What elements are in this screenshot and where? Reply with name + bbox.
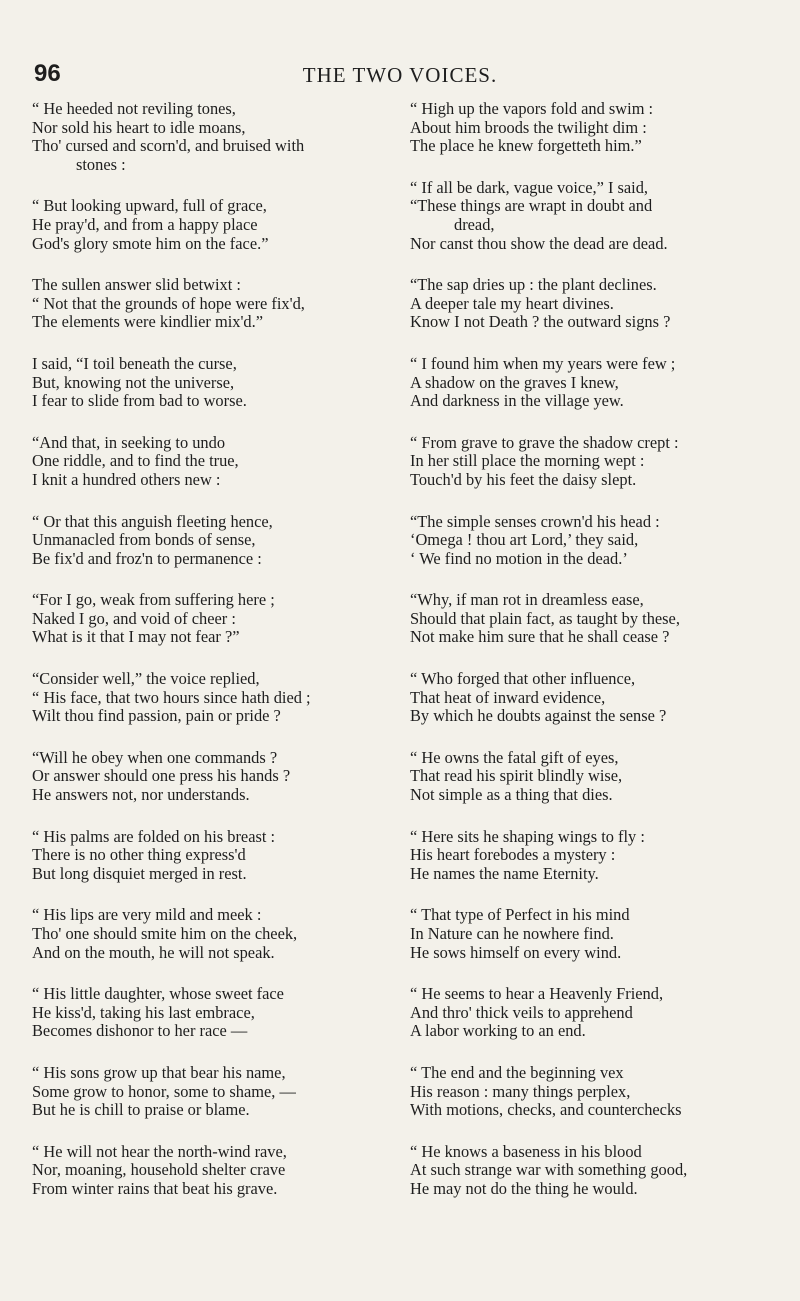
verse-line: What is it that I may not fear ?” — [32, 627, 240, 647]
verse-line: Not make him sure that he shall cease ? — [410, 627, 670, 647]
verse-line: “ He heeded not reviling tones, — [32, 99, 236, 118]
stanza — [32, 434, 400, 490]
verse-line: By which he doubts against the sense ? — [410, 706, 667, 726]
stanza — [410, 1143, 782, 1199]
verse-line: “ That type of Perfect in his mind — [410, 905, 630, 925]
verse-line: Becomes dishonor to her race — — [32, 1021, 248, 1041]
stanza — [32, 670, 400, 726]
verse-line: There is no other thing express'd — [32, 845, 246, 865]
verse-line: “ I found him when my years were few ; — [410, 353, 676, 373]
right-column — [410, 100, 782, 1222]
stanza — [32, 828, 400, 884]
stanza — [410, 828, 782, 884]
verse-line: “ His sons grow up that bear his name, — [32, 1062, 286, 1082]
verse-line: And thro' thick veils to apprehend — [410, 1002, 633, 1022]
verse-line: “ His lips are very mild and meek : — [32, 905, 262, 925]
verse-line: “ His face, that two hours since hath died ; — [32, 687, 311, 707]
verse-line: He names the name Eternity. — [410, 863, 599, 883]
verse-line: I knit a hundred others new : — [32, 469, 221, 489]
stanza — [410, 513, 782, 569]
verse-line: “ He will not hear the north-wind rave, — [32, 1141, 287, 1161]
stanza — [410, 1064, 782, 1120]
verse-line: A deeper tale my heart divines. — [410, 293, 614, 313]
stanza — [32, 591, 400, 647]
verse-line: His reason : many things perplex, — [410, 1081, 631, 1101]
stanza — [32, 197, 400, 253]
verse-line: “The simple senses crown'd his head : — [410, 511, 660, 531]
verse-line: Touch'd by his feet the daisy slept. — [410, 469, 637, 489]
verse-line: “And that, in seeking to undo — [32, 432, 226, 452]
verse-line: The place he knew forgetteth him.” — [410, 136, 642, 156]
verse-line: “ From grave to grave the shadow crept : — [410, 432, 679, 452]
stanza — [32, 1064, 400, 1120]
stanza — [32, 1143, 400, 1199]
verse-line: Nor sold his heart to idle moans, — [32, 117, 246, 137]
verse-line: “ His little daughter, whose sweet face — [32, 984, 284, 1004]
verse-line: In her still place the morning wept : — [410, 451, 645, 471]
verse-line: A shadow on the graves I knew, — [410, 372, 619, 392]
verse-line: “ Not that the grounds of hope were fix'd, — [32, 293, 305, 313]
verse-line: He kiss'd, taking his last embrace, — [32, 1002, 255, 1022]
verse-line: The elements were kindlier mix'd.” — [32, 312, 263, 332]
stanza — [410, 749, 782, 805]
verse-line: Nor, moaning, household shelter crave — [32, 1160, 286, 1180]
verse-line: About him broods the twilight dim : — [410, 117, 647, 137]
verse-line: “For I go, weak from suffering here ; — [32, 590, 275, 610]
verse-line: He sows himself on every wind. — [410, 942, 622, 962]
verse-line: “ High up the vapors fold and swim : — [410, 99, 654, 118]
stanza — [410, 179, 782, 253]
verse-line: But, knowing not the universe, — [32, 372, 235, 392]
verse-line: “ If all be dark, vague voice,” I said, — [410, 177, 649, 197]
stanza — [410, 985, 782, 1041]
stanza — [32, 985, 400, 1041]
stanza — [32, 906, 400, 962]
running-header — [0, 60, 800, 94]
verse-line: “ He knows a baseness in his blood — [410, 1141, 642, 1161]
stanza — [410, 591, 782, 647]
stanza — [32, 355, 400, 411]
stanza — [32, 100, 400, 174]
verse-line: One riddle, and to find the true, — [32, 451, 239, 471]
stanza — [32, 276, 400, 332]
stanza — [410, 670, 782, 726]
verse-line: Or answer should one press his hands ? — [32, 766, 291, 786]
verse-line: Some grow to honor, some to shame, — — [32, 1081, 296, 1101]
verse-line: “Why, if man rot in dreamless ease, — [410, 590, 644, 610]
verse-line: With motions, checks, and counterchecks — [410, 1100, 682, 1120]
verse-line: “ His palms are folded on his breast : — [32, 826, 276, 846]
verse-line: “ Or that this anguish fleeting hence, — [32, 511, 273, 531]
verse-line: And darkness in the village yew. — [410, 391, 624, 411]
verse-line: dread, — [454, 214, 495, 234]
stanza — [410, 100, 782, 156]
verse-line: “ He owns the fatal gift of eyes, — [410, 747, 619, 767]
verse-line: Not simple as a thing that dies. — [410, 785, 613, 805]
verse-line: He may not do the thing he would. — [410, 1178, 638, 1198]
verse-line: Nor canst thou show the dead are dead. — [410, 233, 668, 253]
verse-line: He pray'd, and from a happy place — [32, 214, 258, 234]
verse-line: “ The end and the beginning vex — [410, 1062, 624, 1082]
verse-line: That heat of inward evidence, — [410, 687, 606, 707]
stanza — [32, 513, 400, 569]
verse-line: God's glory smote him on the face.” — [32, 233, 269, 253]
verse-line: His heart forebodes a mystery : — [410, 845, 616, 865]
verse-line: ‘Omega ! thou art Lord,’ they said, — [410, 530, 639, 550]
verse-line: He answers not, nor understands. — [32, 785, 250, 805]
verse-line: Wilt thou find passion, pain or pride ? — [32, 706, 281, 726]
verse-line: “ Here sits he shaping wings to fly : — [410, 826, 645, 846]
verse-line: From winter rains that beat his grave. — [32, 1178, 278, 1198]
verse-line: “ But looking upward, full of grace, — [32, 196, 267, 216]
verse-line: Tho' one should smite him on the cheek, — [32, 924, 298, 943]
verse-line: Be fix'd and froz'n to permanence : — [32, 548, 262, 568]
verse-line: A labor working to an end. — [410, 1021, 586, 1041]
verse-line: Unmanacled from bonds of sense, — [32, 530, 256, 550]
verse-line: At such strange war with something good, — [410, 1160, 688, 1180]
stanza — [410, 434, 782, 490]
verse-line: But he is chill to praise or blame. — [32, 1100, 250, 1120]
stanza — [410, 276, 782, 332]
stanza — [410, 355, 782, 411]
verse-line: But long disquiet merged in rest. — [32, 863, 247, 883]
running-title: THE TWO VOICES. — [302, 63, 498, 87]
left-column — [32, 100, 400, 1222]
verse-line: Should that plain fact, as taught by these, — [410, 608, 680, 628]
verse-line: “ He seems to hear a Heavenly Friend, — [410, 984, 664, 1004]
verse-line: That read his spirit blindly wise, — [410, 766, 623, 786]
verse-line: And on the mouth, he will not speak. — [32, 942, 275, 962]
verse-line: Tho' cursed and scorn'd, and bruised with — [32, 136, 305, 156]
page-number: 96 — [34, 60, 61, 87]
verse-line: I fear to slide from bad to worse. — [32, 391, 247, 411]
verse-line: Know I not Death ? the outward signs ? — [410, 312, 671, 332]
verse-line: “The sap dries up : the plant declines. — [410, 275, 657, 295]
verse-line: “Consider well,” the voice replied, — [32, 669, 260, 689]
verse-line: stones : — [76, 154, 126, 174]
verse-line: “ Who forged that other influence, — [410, 669, 636, 689]
stanza — [410, 906, 782, 962]
stanza — [32, 749, 400, 805]
verse-line: The sullen answer slid betwixt : — [32, 275, 241, 295]
verse-line: “Will he obey when one commands ? — [32, 747, 278, 767]
verse-line: “These things are wrapt in doubt and — [410, 196, 653, 216]
verse-line: ‘ We find no motion in the dead.’ — [410, 548, 628, 568]
verse-line: Naked I go, and void of cheer : — [32, 608, 236, 628]
verse-line: In Nature can he nowhere find. — [410, 924, 614, 943]
verse-line: I said, “I toil beneath the curse, — [32, 353, 237, 373]
